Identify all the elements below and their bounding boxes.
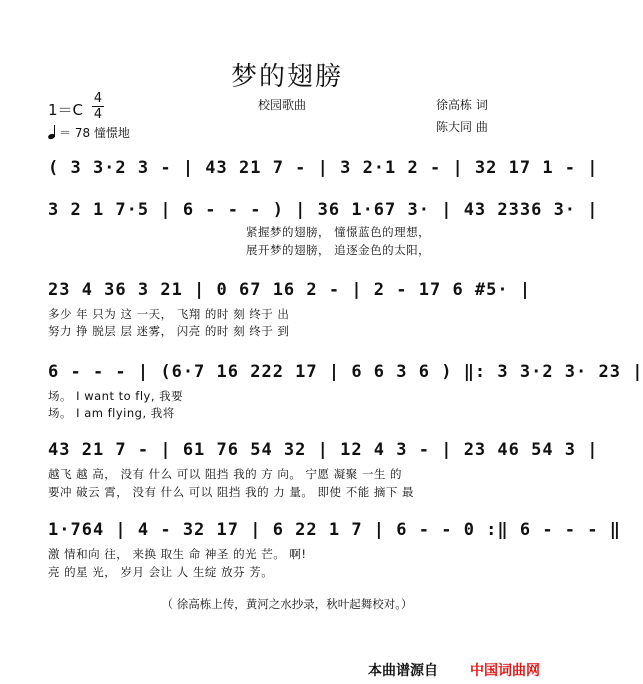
time-signature — [92, 92, 104, 121]
score-row-2-lyric-1: 紧握梦的翅膀， 憧憬蓝色的理想， — [246, 225, 431, 239]
score-row-4-notes: 6 - - - | (6·7 16 222 17 | 6 6 3 6 ) ‖: 3 3·2 3· 23 | — [48, 362, 643, 382]
lyricist-credit: 徐高栋 词 — [436, 98, 488, 112]
score-row-3-lyric-1: 多少 年 只为 这 一天， 飞翔 的时 刻 终于 出 — [48, 307, 290, 321]
score-row-6-lyric-2: 亮 的星 光， 岁月 会让 人 生绽 放芬 芳。 — [48, 565, 274, 579]
song-genre: 校园歌曲 — [258, 98, 307, 112]
score-row-4-lyric-1: 场。 I want to fly, 我要 — [48, 389, 184, 403]
score-row-4-lyric-2: 场。 I am flying, 我将 — [48, 406, 175, 420]
score-row-5-notes: 43 21 7 - | 61 76 54 32 | 12 4 3 - | 23 46 54 3 | — [48, 440, 599, 460]
quarter-note-icon — [48, 125, 56, 139]
score-row-5-lyric-1: 越飞 越 高， 没有 什么 可以 阻挡 我的 方 向。 宁愿 凝聚 一生 的 — [48, 467, 403, 481]
composer-credit: 陈大同 曲 — [436, 120, 488, 134]
song-title: 梦的翅膀 — [230, 62, 343, 92]
site-logo-text[interactable]: 中国词曲网 — [470, 663, 540, 679]
time-signature-top: 4 — [93, 91, 103, 106]
score-row-6-notes: 1·764 | 4 - 32 17 | 6 22 1 7 | 6 - - 0 :‖ 6 - - - ‖ — [48, 520, 621, 540]
transcription-credit: （ 徐高栋上传，黄河之水抄录，秋叶起舞校对。） — [161, 597, 413, 611]
time-signature-bottom: 4 — [93, 107, 103, 122]
source-label: 本曲谱源自 — [368, 663, 438, 679]
score-row-1-notes: ( 3 3·2 3 - | 43 21 7 - | 3 2·1 2 - | 32 17 1 - | — [48, 158, 599, 178]
score-row-2-notes: 3 2 1 7·5 | 6 - - - ) | 36 1·67 3· | 43 2336 3· | — [48, 200, 599, 220]
score-row-3-lyric-2: 努力 挣 脱层 层 迷雾， 闪亮 的时 刻 终于 到 — [48, 324, 290, 338]
tempo-marking — [48, 124, 130, 141]
score-row-3-notes: 23 4 36 3 21 | 0 67 16 2 - | 2 - 17 6 #5· | — [48, 280, 532, 300]
key-signature: 1＝C — [48, 101, 84, 119]
score-row-2-lyric-2: 展开梦的翅膀， 追逐金色的太阳， — [246, 243, 431, 257]
score-row-6-lyric-1: 激 情和向 往， 来换 取生 命 神圣 的光 芒。 啊! — [48, 547, 307, 561]
score-row-5-lyric-2: 要冲 破云 霄， 没有 什么 可以 阻挡 我的 力 量。 即使 不能 摘下 最 — [48, 485, 415, 499]
tempo-text: ＝ 78 憧憬地 — [59, 126, 130, 140]
